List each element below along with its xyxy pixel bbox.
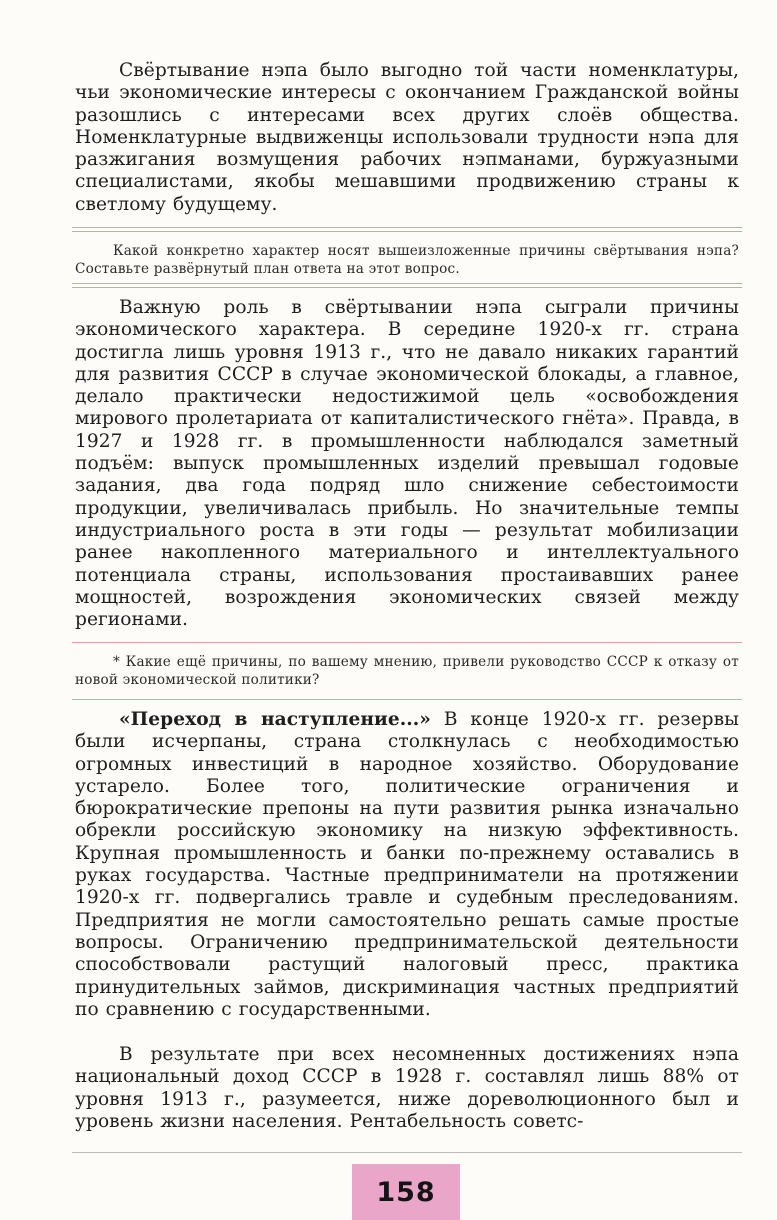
paragraph-national-income: В результате при всех несомненных достижениях нэпа национальный доход СССР в 1928 г. составлял лишь 88% от уровня 1913 г., разумеется, ниже дореволюционного был и уровень жизни населения. Рентабельность советс- — [75, 1044, 739, 1132]
question-bottom-rule — [72, 699, 742, 700]
question-box-2: * Какие ещё причины, по вашему мнению, привели руководство СССР к отказу от новой экономической политики? — [75, 654, 739, 688]
paragraph-nomenklatura: Свёртывание нэпа было выгодно той части номенклатуры, чьи экономические интересы с окончанием Гражданской войны разошлись с интересами всех других слоёв общества. Номенклатурные выдвиженцы использовали трудности нэпа для разжигания возмущения рабочих нэпманами, буржуазными специалистами, якобы мешавшими продвижению страны к светлому будущему. — [75, 60, 739, 215]
question-top-rule — [72, 642, 742, 643]
question-top-rule — [72, 227, 742, 232]
paragraph-economic-reasons: Важную роль в свёртывании нэпа сыграли причины экономического характера. В середине 1920-х гг. страна достигла лишь уровня 1913 г., что не давало никаких гарантий для развития СССР в случае экономической блокады, а главное, делало практически недостижимой цель «освобождения мирового пролетариата от капиталистического гнёта». Правда, в 1927 и 1928 гг. в промышленности наблюдался заметный подъём: выпуск промышленных изделий превышал годовые задания, два года подряд шло снижение себестоимости продукции, увеличивалась прибыль. Но значительные темпы индустриального роста в эти годы — результат мобилизации ранее накопленного материального и интеллектуального потенциала страны, использования простаивавших ранее мощностей, возрождения экономических связей между регионами. — [75, 297, 739, 631]
footer-rule — [72, 1152, 742, 1153]
question-bottom-rule — [72, 283, 742, 288]
page-number: 158 — [376, 1176, 436, 1208]
page-number-tab — [352, 1164, 460, 1220]
paragraph-offensive-body: В конце 1920-х гг. резервы были исчерпаны, страна столкнулась с необходимостью огромных инвестиций в народное хозяйство. Оборудование устарело. Более того, политические ограничения и бюрократические препоны на пути развития рынка изначально обрекли российскую экономику на низкую эффективность. Крупная промышленность и банки по-прежнему оставались в руках государства. Частные предприниматели на протяжении 1920-х гг. подвергались травле и судебным преследованиям. Предприятия не могли самостоятельно решать самые простые вопросы. Ограничению предпринимательской деятельности способствовали растущий налоговый пресс, практика принудительных займов, дискриминация частных предприятий по сравнению с государственными. — [75, 709, 739, 1020]
section-heading-offensive: «Переход в наступление...» — [119, 709, 431, 730]
paragraph-offensive — [75, 709, 739, 1021]
question-box-1: Какой конкретно характер носят вышеизложенные причины свёртывания нэпа? Составьте развёрнутый план ответа на этот вопрос. — [75, 243, 739, 277]
